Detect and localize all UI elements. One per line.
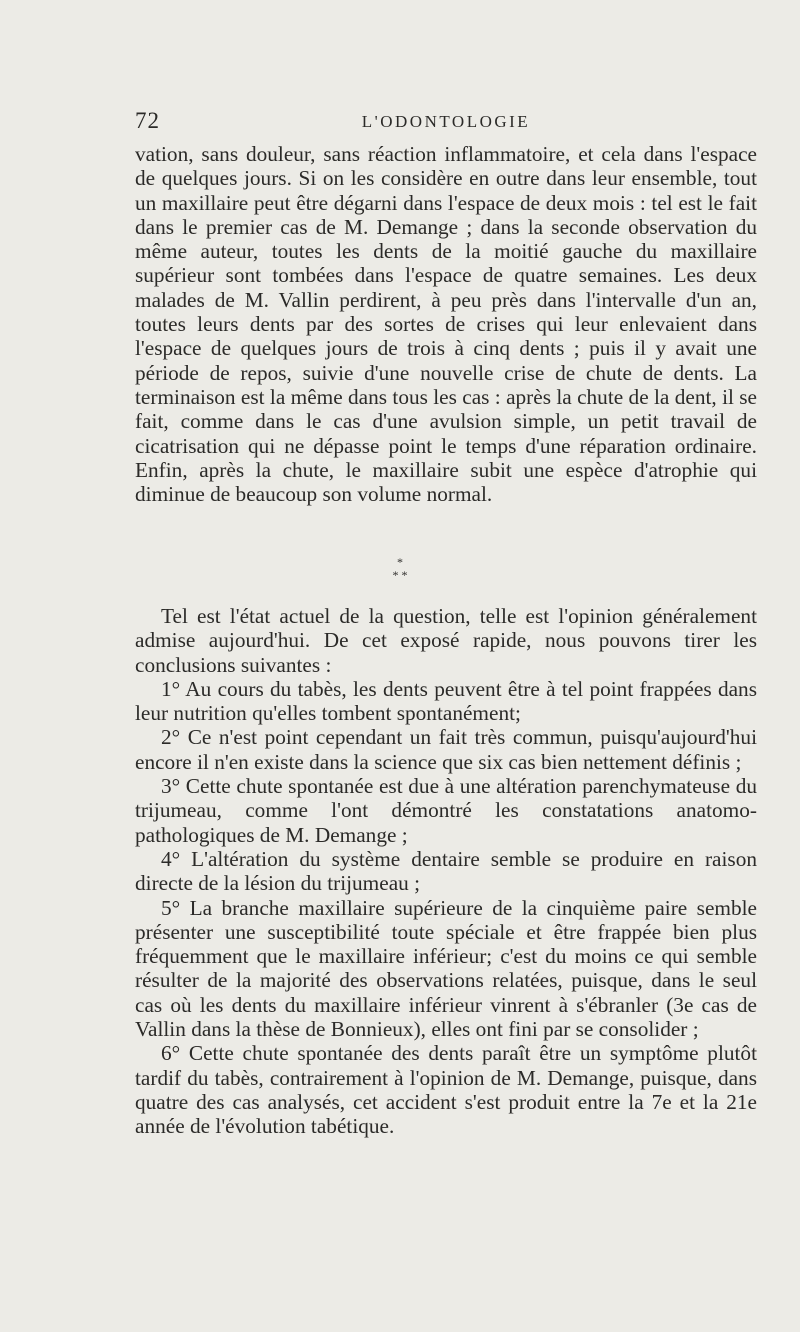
intro-paragraph: Tel est l'état actuel de la question, telle est l'opinion généralement admise aujourd'hui. De cet exposé rapide, nous pouvons tirer les conclusions suivantes :: [135, 604, 757, 677]
conclusion-item-2: 2° Ce n'est point cependant un fait très commun, puisqu'aujourd'hui encore il n'en existe dans la science que six cas bien nettement définis ;: [135, 725, 757, 774]
asterism-separator: [380, 556, 420, 582]
conclusion-item-3: 3° Cette chute spontanée est due à une altération parenchymateuse du trijumeau, comme l'ont démontré les constatations anatomo-pathologiques de M. Demange ;: [135, 774, 757, 847]
conclusion-item-6: 6° Cette chute spontanée des dents paraît être un symptôme plutôt tardif du tabès, contrairement à l'opinion de M. Demange, puisque, dans quatre des cas analysés, cet accident s'est produit entre la 7e et la 21e année de l'évolution tabétique.: [135, 1041, 757, 1139]
asterism-bottom: * *: [392, 568, 408, 582]
conclusion-item-1: 1° Au cours du tabès, les dents peuvent être à tel point frappées dans leur nutrition qu'elles tombent spontanément;: [135, 676, 757, 726]
body-paragraph: vation, sans douleur, sans réaction inflammatoire, et cela dans l'espace de quelques jours. Si on les considère en outre dans leur ensemble, tout un maxillaire peut être dégarni dans l'espace de deux mois : tel est le fait dans le premier cas de M. Demange ; dans la seconde observation du même auteur, toutes les dents de la moitié gauche du maxillaire supérieur sont tombées dans l'espace de quatre semaines. Les deux malades de M. Vallin perdirent, à peu près dans l'intervalle d'un an, toutes leurs dents par des sortes de crises qui leur enlevaient dans l'espace de quelques jours de trois à cinq dents ; puis il y avait une période de repos, suivie d'une nouvelle crise de chute de dents. La terminaison est la même dans tous les cas : après la chute de la dent, il se fait, comme dans le cas d'une avulsion simple, un petit travail de cicatrisation qui ne dépasse point le temps d'une réparation ordinaire. Enfin, après la chute, le maxillaire subit une espèce d'atrophie qui diminue de beaucoup son volume normal.: [135, 142, 757, 507]
page-number: 72: [135, 108, 160, 133]
running-title: L'ODONTOLOGIE: [361, 112, 531, 131]
page-header: [135, 108, 757, 138]
conclusion-item-4: 4° L'altération du système dentaire semble se produire en raison directe de la lésion du trijumeau ;: [135, 846, 757, 896]
conclusions-block: [135, 604, 757, 1139]
asterism-top: *: [397, 555, 403, 569]
conclusion-item-5: 5° La branche maxillaire supérieure de la cinquième paire semble présenter une susceptibilité toute spéciale et être frappée bien plus fréquemment que le maxillaire inférieur; c'est du moins ce qui semble résulter de la majorité des observations relatées, puisque, dans le seul cas où les dents du maxillaire inférieur vinrent à s'ébranler (3e cas de Vallin dans la thèse de Bonnieux), elles ont fini par se consolider ;: [135, 895, 757, 1042]
continued-paragraph-block: [135, 142, 757, 506]
